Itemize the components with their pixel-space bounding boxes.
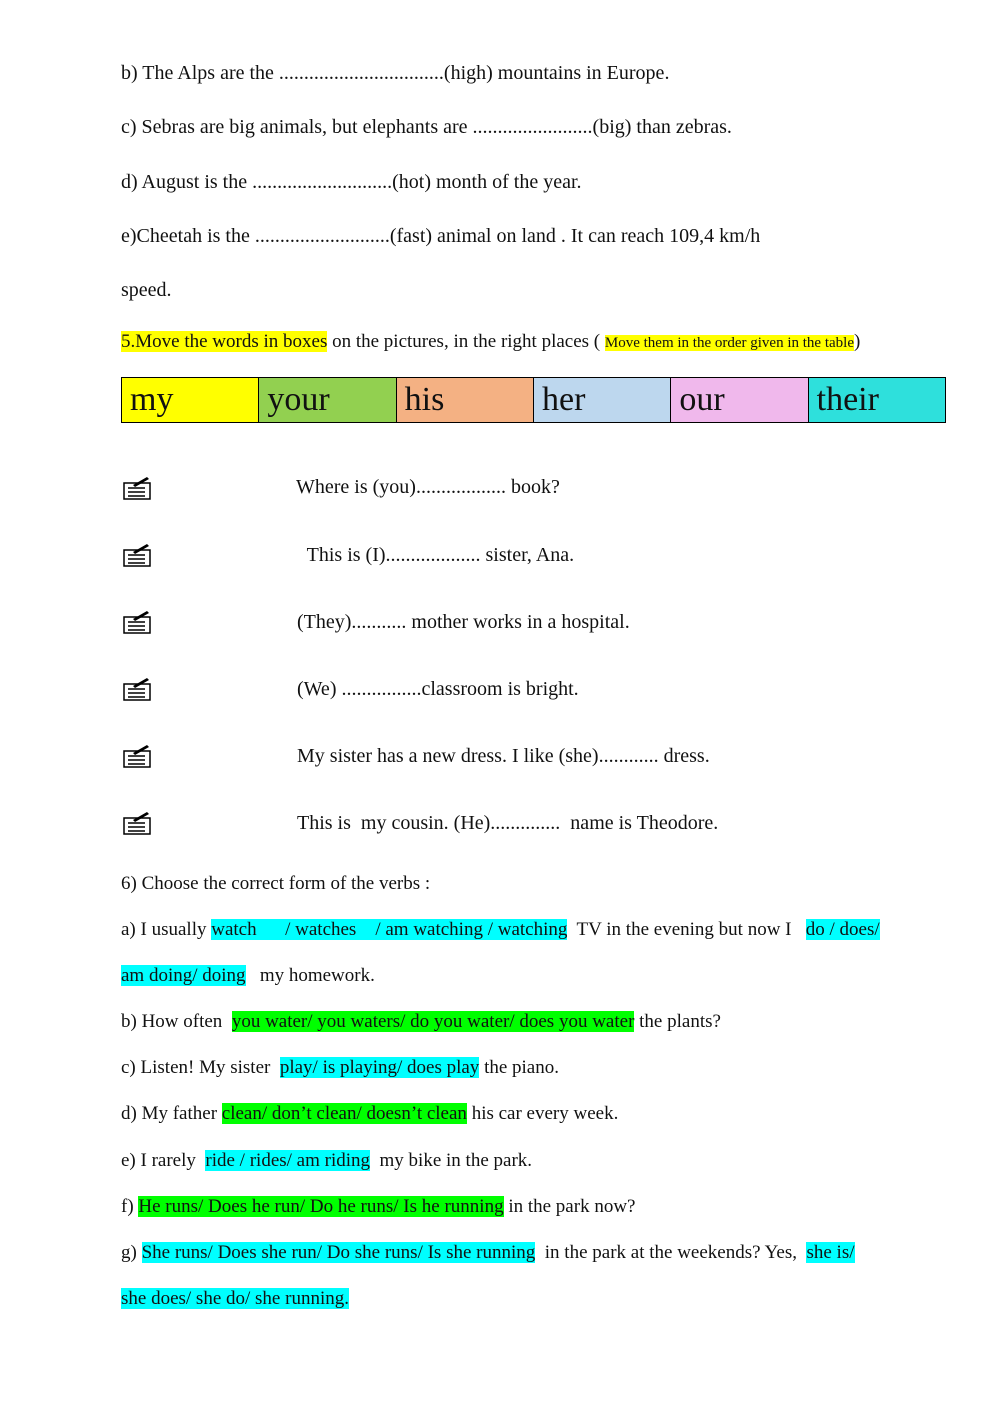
- sentence-b: b) The Alps are the .................................(high) mountains in Europe.: [121, 62, 670, 84]
- item-e-options[interactable]: ride / rides/ am riding: [205, 1150, 371, 1171]
- word-bank-table: [121, 377, 946, 423]
- item-a-line1: [121, 919, 880, 941]
- instruction-highlight: 5.Move the words in boxes: [121, 331, 328, 352]
- item-g-line1: [121, 1242, 855, 1264]
- item-g-options-2a[interactable]: she is/: [806, 1242, 855, 1263]
- sentence-e-line2: speed.: [121, 279, 172, 301]
- item-a-options-2a[interactable]: do / does/: [805, 919, 880, 940]
- item-d-prefix: d) My father: [121, 1103, 222, 1124]
- item-a-suffix: my homework.: [245, 965, 375, 986]
- item-a-middle: TV in the evening but now I: [567, 919, 806, 940]
- word-box-his[interactable]: his: [397, 378, 534, 422]
- sentence-e-line1: e)Cheetah is the ...........................(fast) animal on land . It can reach 109,4 km/h: [121, 225, 761, 247]
- sentence-c: c) Sebras are big animals, but elephants are ........................(big) than zebras.: [121, 116, 732, 138]
- pen-paper-icon[interactable]: [123, 677, 151, 701]
- pen-paper-icon[interactable]: [123, 610, 151, 634]
- item-b: [121, 1011, 721, 1033]
- item-g-options-1[interactable]: She runs/ Does she run/ Do she runs/ Is she running: [141, 1242, 536, 1263]
- item-e-suffix: my bike in the park.: [370, 1150, 533, 1171]
- sentence-5-6: This is my cousin. (He).............. name is Theodore.: [297, 812, 719, 834]
- item-b-prefix: b) How often: [121, 1011, 232, 1032]
- exercise5-instruction: [121, 331, 860, 353]
- word-box-your[interactable]: your: [259, 378, 396, 422]
- word-box-their[interactable]: their: [809, 378, 945, 422]
- pen-paper-icon[interactable]: [123, 476, 151, 500]
- item-e-prefix: e) I rarely: [121, 1150, 206, 1171]
- item-a-prefix: a) I usually: [121, 919, 212, 940]
- item-b-options[interactable]: you water/ you waters/ do you water/ does you water: [231, 1011, 635, 1032]
- word-box-my[interactable]: my: [122, 378, 259, 422]
- item-g-line2: [121, 1288, 349, 1310]
- item-c-suffix: the piano.: [479, 1057, 559, 1078]
- item-g-middle: in the park at the weekends? Yes,: [535, 1242, 807, 1263]
- item-b-suffix: the plants?: [634, 1011, 721, 1032]
- pen-paper-icon[interactable]: [123, 543, 151, 567]
- exercise6-title: 6) Choose the correct form of the verbs :: [121, 873, 431, 894]
- item-c-prefix: c) Listen! My sister: [121, 1057, 280, 1078]
- item-d: [121, 1103, 618, 1125]
- sentence-5-4: (We) ................classroom is bright.: [297, 678, 579, 700]
- instruction-rest: on the pictures, in the right places (: [327, 331, 605, 352]
- item-g-prefix: g): [121, 1242, 142, 1263]
- instruction-note: Move them in the order given in the table: [604, 335, 854, 351]
- item-c-options[interactable]: play/ is playing/ does play: [279, 1057, 480, 1078]
- item-f-options[interactable]: He runs/ Does he run/ Do he runs/ Is he running: [138, 1196, 504, 1217]
- sentence-d: d) August is the ............................(hot) month of the year.: [121, 171, 582, 193]
- item-a-options-2b[interactable]: am doing/ doing: [121, 965, 246, 986]
- item-f: [121, 1196, 635, 1218]
- pen-paper-icon[interactable]: [123, 811, 151, 835]
- sentence-5-1: Where is (you).................. book?: [296, 476, 560, 498]
- item-f-prefix: f): [121, 1196, 139, 1217]
- word-box-her[interactable]: her: [534, 378, 671, 422]
- sentence-5-5: My sister has a new dress. I like (she)............ dress.: [297, 745, 710, 767]
- item-d-options[interactable]: clean/ don’t clean/ doesn’t clean: [221, 1103, 467, 1124]
- item-e: [121, 1150, 532, 1172]
- item-d-suffix: his car every week.: [466, 1103, 619, 1124]
- item-c: [121, 1057, 559, 1079]
- instruction-end: ): [854, 331, 861, 352]
- sentence-5-2: This is (I)................... sister, Ana.: [297, 544, 575, 566]
- pen-paper-icon[interactable]: [123, 744, 151, 768]
- sentence-5-3: (They)........... mother works in a hospital.: [297, 611, 630, 633]
- item-f-suffix: in the park now?: [503, 1196, 636, 1217]
- item-a-line2: [121, 965, 375, 987]
- item-g-options-2b[interactable]: she does/ she do/ she running.: [121, 1288, 349, 1309]
- word-box-our[interactable]: our: [671, 378, 808, 422]
- item-a-options-1[interactable]: watch / watches / am watching / watching: [211, 919, 568, 940]
